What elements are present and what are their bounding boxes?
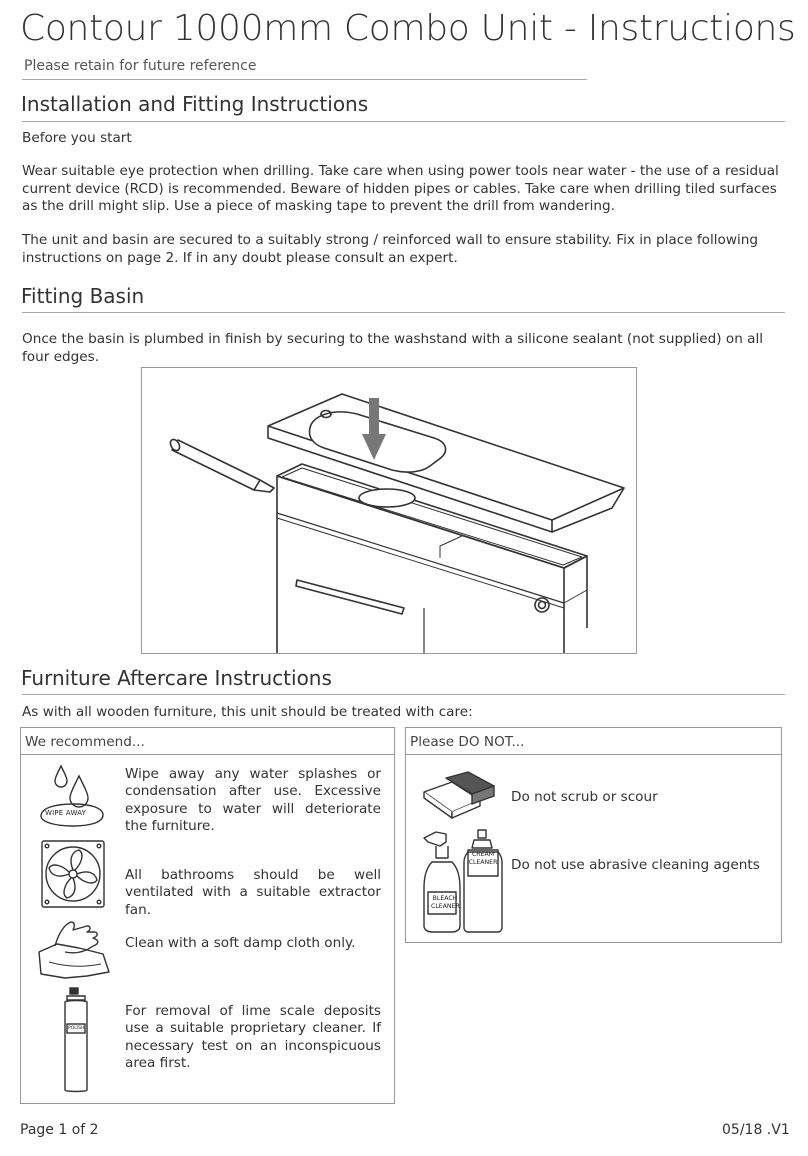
cleaner-bottles-icon <box>422 828 506 934</box>
cream-cleaner-label <box>468 851 498 867</box>
recommend-item-limescale-text: For removal of lime scale deposits use a suitable proprietary cleaner. If necessary test on an inconspicuous area first. <box>125 1003 381 1071</box>
wipe-away-label: WIPE AWAY <box>45 809 87 817</box>
recommend-item-fan-text: All bathrooms should be well ventilated with a suitable extractor fan. <box>125 867 381 918</box>
subtitle-divider <box>22 79 587 80</box>
basin-fitting-illustration <box>141 367 637 654</box>
page-title: Contour 1000mm Combo Unit - Instructions <box>20 8 796 49</box>
installation-heading: Installation and Fitting Instructions <box>21 92 369 116</box>
do-not-box-title: Please DO NOT... <box>406 728 781 755</box>
scouring-sponge-icon <box>422 770 502 820</box>
hand-cloth-icon <box>35 918 117 980</box>
extractor-fan-icon <box>41 840 105 908</box>
basin-cabinet-drawing <box>142 368 636 653</box>
aftercare-intro: As with all wooden furniture, this unit should be treated with care: <box>22 704 473 720</box>
do-not-scrub-text: Do not scrub or scour <box>511 789 658 805</box>
page-subtitle: Please retain for future reference <box>24 58 257 74</box>
installation-paragraph-2: The unit and basin are secured to a suitably strong / reinforced wall to ensure stability. Fix in place following instructions on page 2. If in any doubt please consult an expert. <box>22 232 759 266</box>
fitting-basin-heading: Fitting Basin <box>21 284 145 308</box>
do-not-box <box>405 727 782 943</box>
page-number: Page 1 of 2 <box>20 1122 99 1138</box>
installation-divider <box>22 121 785 122</box>
bleach-cleaner-label <box>431 895 459 911</box>
water-drops-icon <box>35 760 115 840</box>
before-you-start-label: Before you start <box>22 130 132 146</box>
version-label: 05/18 .V1 <box>722 1122 790 1138</box>
cream-label-line-2: CLEANER <box>468 859 498 866</box>
recommend-item-cloth-text: Clean with a soft damp cloth only. <box>125 935 356 951</box>
do-not-abrasive-text: Do not use abrasive cleaning agents <box>511 857 760 873</box>
bleach-label-line-2: CLEANER <box>431 903 460 910</box>
recommend-box-title: We recommend... <box>21 728 394 755</box>
fitting-basin-text: Once the basin is plumbed in finish by securing to the washstand with a silicone sealant (not supplied) on all four edges. <box>22 331 764 365</box>
recommend-item-wipe-text: Wipe away any water splashes or condensation after use. Excessive exposure to water will deteriorate the furniture. <box>125 766 381 834</box>
cream-label-line-1: CREAM <box>471 851 495 858</box>
fitting-basin-divider <box>22 312 785 313</box>
aftercare-heading: Furniture Aftercare Instructions <box>21 666 332 690</box>
bleach-label-line-1: BLEACH <box>432 895 458 902</box>
installation-paragraph-1: Wear suitable eye protection when drilling. Take care when using power tools near water - the use of a residual current device (RCD) is recommended. Beware of hidden pipes or cables. Take care when drilling tiled surfaces as the drill might slip. Use a piece of masking tape to prevent the drill from wandering. <box>22 163 779 214</box>
polish-label: POLISH <box>68 1026 85 1031</box>
aftercare-divider <box>22 694 785 695</box>
spray-can-icon <box>61 986 91 1096</box>
recommend-box <box>20 727 395 1104</box>
